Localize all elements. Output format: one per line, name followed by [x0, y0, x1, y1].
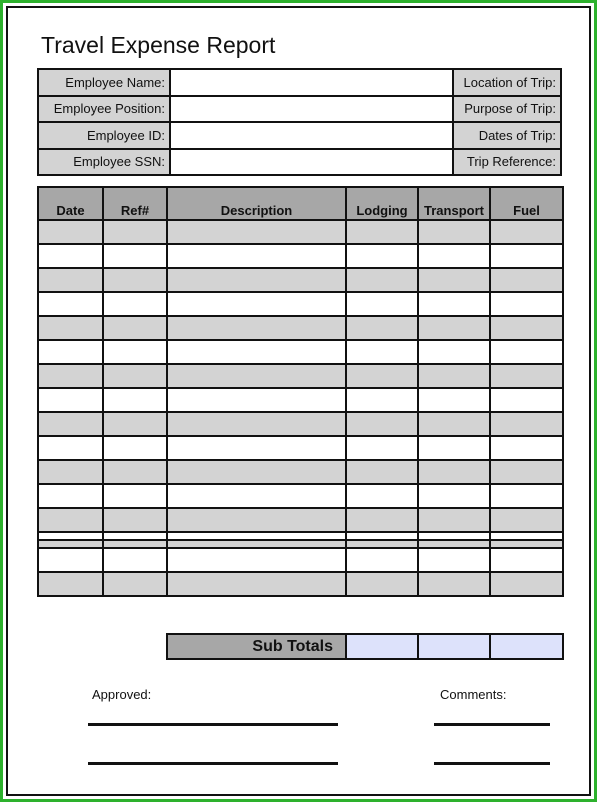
column-header-fuel: Fuel [490, 187, 563, 220]
table-row [38, 364, 563, 388]
column-header-date: Date [38, 187, 103, 220]
table-row [38, 484, 563, 508]
table-row [38, 292, 563, 316]
subtotals-row [166, 633, 564, 660]
dates-of-trip-label: Dates of Trip: [453, 122, 561, 149]
approved-label: Approved: [92, 687, 152, 702]
table-row [38, 220, 563, 244]
comments-line-2[interactable] [434, 762, 550, 765]
table-row [38, 412, 563, 436]
comments-label: Comments: [440, 687, 507, 702]
page-title: Travel Expense Report [41, 32, 276, 58]
expense-table [37, 186, 564, 597]
table-row [38, 436, 563, 460]
table-row [38, 340, 563, 364]
employee-position-label: Employee Position: [38, 96, 170, 123]
table-row [38, 572, 563, 596]
column-header-transport: Transport [418, 187, 490, 220]
employee-id-label: Employee ID: [38, 122, 170, 149]
transport-subtotal[interactable] [418, 634, 490, 659]
table-row [38, 540, 563, 548]
fuel-subtotal[interactable] [490, 634, 563, 659]
employee-id-field[interactable] [170, 122, 453, 149]
trip-reference-label: Trip Reference: [453, 149, 561, 176]
table-row [38, 460, 563, 484]
table-row [38, 268, 563, 292]
table-row [38, 508, 563, 532]
column-header-ref: Ref# [103, 187, 167, 220]
comments-line-1[interactable] [434, 723, 550, 726]
column-header-description: Description [167, 187, 346, 220]
table-row [38, 244, 563, 268]
location-of-trip-label: Location of Trip: [453, 69, 561, 96]
purpose-of-trip-label: Purpose of Trip: [453, 96, 561, 123]
trip-info-table [37, 68, 562, 176]
table-row [38, 388, 563, 412]
employee-name-label: Employee Name: [38, 69, 170, 96]
table-row [38, 532, 563, 540]
subtotals-label: Sub Totals [167, 634, 346, 659]
table-row [38, 316, 563, 340]
approved-signature-line-2[interactable] [88, 762, 338, 765]
table-row [38, 548, 563, 572]
lodging-subtotal[interactable] [346, 634, 418, 659]
column-header-lodging: Lodging [346, 187, 418, 220]
employee-ssn-label: Employee SSN: [38, 149, 170, 176]
employee-name-field[interactable] [170, 69, 453, 96]
employee-position-field[interactable] [170, 96, 453, 123]
approved-signature-line-1[interactable] [88, 723, 338, 726]
employee-ssn-field[interactable] [170, 149, 453, 176]
